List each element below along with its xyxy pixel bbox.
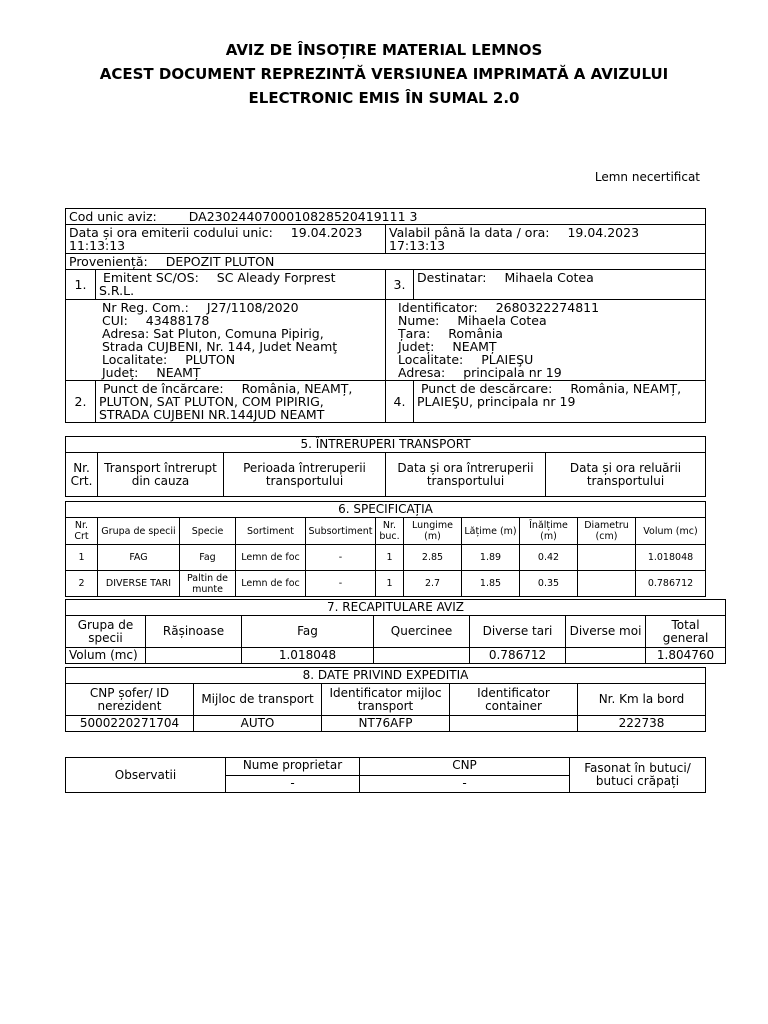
spec-cell: 0.42 bbox=[520, 545, 578, 571]
spec-header: Volum (mc) bbox=[636, 518, 706, 545]
cnp-label: CNP bbox=[360, 758, 570, 776]
destinatar-cell bbox=[414, 270, 706, 300]
spec-header: Nr. buc. bbox=[376, 518, 404, 545]
valabil-date: 19.04.2023 bbox=[567, 225, 640, 240]
intreruperi-table bbox=[65, 436, 706, 497]
incarcare-value-3: STRADA CUJBENI NR.144JUD NEAMT bbox=[99, 407, 325, 422]
destinatar-details bbox=[386, 300, 706, 381]
descarcare-number: 4. bbox=[386, 381, 414, 423]
spec-cell: DIVERSE TARI bbox=[98, 571, 180, 597]
nume-proprietar-label: Nume proprietar bbox=[226, 758, 360, 776]
spec-cell: 2.85 bbox=[404, 545, 462, 571]
incarcare-value-2: PLUTON, SAT PLUTON, COM PIPIRIG, bbox=[99, 394, 324, 409]
spec-cell: 0.786712 bbox=[636, 571, 706, 597]
spec-cell: 1 bbox=[66, 545, 98, 571]
emitent-name-2: S.R.L. bbox=[99, 283, 135, 298]
data-emiterii-label: Data și ora emiterii codului unic: bbox=[69, 225, 273, 240]
specificatia-table bbox=[65, 501, 706, 597]
data-emiterii-date: 19.04.2023 bbox=[290, 225, 363, 240]
exp-header: CNP șofer/ ID nerezident bbox=[66, 684, 194, 716]
recap-row-label: Volum (mc) bbox=[66, 648, 146, 664]
spec-cell: 1 bbox=[376, 571, 404, 597]
exp-value: NT76AFP bbox=[322, 716, 450, 732]
data-emiterii-cell bbox=[66, 225, 386, 254]
table-row bbox=[66, 648, 726, 664]
dest-localitate-value: PLAIEŞU bbox=[481, 352, 534, 367]
exp-value: AUTO bbox=[194, 716, 322, 732]
spec-cell: Lemn de foc bbox=[236, 571, 306, 597]
spec-cell: Lemn de foc bbox=[236, 545, 306, 571]
table-row bbox=[66, 571, 706, 597]
recap-header: Grupa de specii bbox=[66, 616, 146, 648]
spec-header: Diametru (cm) bbox=[578, 518, 636, 545]
spec-cell: 1.89 bbox=[462, 545, 520, 571]
spec-header: Grupa de specii bbox=[98, 518, 180, 545]
recap-value: 1.018048 bbox=[242, 648, 374, 664]
recapitulare-table bbox=[65, 599, 726, 664]
emitent-adresa-value-2: Strada CUJBENI, Nr. 144, Judet Neamţ bbox=[102, 339, 338, 354]
spec-cell: 1.018048 bbox=[636, 545, 706, 571]
emitent-localitate-label: Localitate: bbox=[102, 352, 168, 367]
reg-com-label: Nr Reg. Com.: bbox=[102, 300, 189, 315]
valabil-time: 17:13:13 bbox=[389, 238, 446, 253]
dest-id-value: 2680322274811 bbox=[495, 300, 600, 315]
spec-cell bbox=[578, 545, 636, 571]
exp-header: Identificator mijloc transport bbox=[322, 684, 450, 716]
emitent-label: Emitent SC/OS: bbox=[102, 270, 199, 285]
incarcare-cell bbox=[96, 381, 386, 423]
nume-proprietar-value: - bbox=[226, 775, 360, 793]
emitent-adresa-value: Sat Pluton, Comuna Pipirig, bbox=[153, 326, 324, 341]
spec-cell: 2 bbox=[66, 571, 98, 597]
title-line-1: AVIZ DE ÎNSOȚIRE MATERIAL LEMNOS bbox=[225, 41, 543, 59]
dest-localitate-label: Localitate: bbox=[398, 352, 464, 367]
dest-tara-value: România bbox=[448, 326, 503, 341]
spec-header: Lungime (m) bbox=[404, 518, 462, 545]
spec-cell: 2.7 bbox=[404, 571, 462, 597]
spec-cell: 1.85 bbox=[462, 571, 520, 597]
destinatar-label: Destinatar: bbox=[417, 270, 487, 285]
exp-header: Identificator container bbox=[450, 684, 578, 716]
data-emiterii-time: 11:13:13 bbox=[69, 238, 126, 253]
destinatar-number: 3. bbox=[386, 270, 414, 300]
spec-cell bbox=[578, 571, 636, 597]
certification-status: Lemn necertificat bbox=[594, 170, 700, 184]
provenienta-row bbox=[66, 254, 706, 270]
cui-value: 43488178 bbox=[145, 313, 210, 328]
emitent-judet-value: NEAMȚ bbox=[156, 365, 201, 380]
emitent-adresa-label: Adresa: bbox=[102, 326, 150, 341]
recap-value bbox=[146, 648, 242, 664]
recap-header: Quercinee bbox=[374, 616, 470, 648]
table-row bbox=[66, 716, 706, 732]
exp-value: 5000220271704 bbox=[66, 716, 194, 732]
spec-cell: Fag bbox=[180, 545, 236, 571]
spec-header: Subsortiment bbox=[306, 518, 376, 545]
spec-header: Specie bbox=[180, 518, 236, 545]
dest-adresa-label: Adresa: bbox=[398, 365, 446, 380]
exp-value: 222738 bbox=[578, 716, 706, 732]
document-title bbox=[0, 38, 768, 110]
exp-header: Mijloc de transport bbox=[194, 684, 322, 716]
recapitulare-title: 7. RECAPITULARE AVIZ bbox=[66, 600, 726, 616]
header-table bbox=[65, 208, 706, 423]
recap-value bbox=[374, 648, 470, 664]
spec-cell: 0.35 bbox=[520, 571, 578, 597]
dest-tara-label: Țara: bbox=[398, 326, 431, 341]
recap-value: 0.786712 bbox=[470, 648, 566, 664]
spec-cell: 1 bbox=[376, 545, 404, 571]
intreruperi-col-reluare: Data și ora reluării transportului bbox=[546, 453, 706, 497]
emitent-number: 1. bbox=[66, 270, 96, 300]
cnp-value: - bbox=[360, 775, 570, 793]
expeditia-title: 8. DATE PRIVIND EXPEDITIA bbox=[66, 668, 706, 684]
spec-header: Înălțime (m) bbox=[520, 518, 578, 545]
emitent-judet-label: Județ: bbox=[102, 365, 139, 380]
descarcare-label: Punct de descărcare: bbox=[420, 381, 553, 396]
reg-com-value: J27/1108/2020 bbox=[206, 300, 299, 315]
intreruperi-title: 5. ÎNTRERUPERI TRANSPORT bbox=[66, 437, 706, 453]
provenienta-value: DEPOZIT PLUTON bbox=[165, 254, 275, 269]
observatii-table bbox=[65, 757, 706, 793]
recap-header: Diverse moi bbox=[566, 616, 646, 648]
destinatar-name: Mihaela Cotea bbox=[504, 270, 594, 285]
spec-header: Sortiment bbox=[236, 518, 306, 545]
descarcare-cell bbox=[414, 381, 706, 423]
dest-id-label: Identificator: bbox=[398, 300, 478, 315]
observatii-label: Observatii bbox=[66, 758, 226, 793]
spec-header: Nr. Crt bbox=[66, 518, 98, 545]
intreruperi-col-nr: Nr. Crt. bbox=[66, 453, 98, 497]
spec-cell: - bbox=[306, 545, 376, 571]
recap-header: Fag bbox=[242, 616, 374, 648]
cod-unic-label: Cod unic aviz: bbox=[69, 209, 157, 224]
spec-cell: FAG bbox=[98, 545, 180, 571]
dest-nume-value: Mihaela Cotea bbox=[457, 313, 547, 328]
title-line-3: ELECTRONIC EMIS ÎN SUMAL 2.0 bbox=[248, 89, 520, 107]
emitent-details bbox=[66, 300, 386, 381]
recap-value bbox=[566, 648, 646, 664]
provenienta-label: Proveniență: bbox=[69, 254, 148, 269]
intreruperi-col-perioada: Perioada întreruperii transportului bbox=[224, 453, 386, 497]
recap-header: Diverse tari bbox=[470, 616, 566, 648]
incarcare-number: 2. bbox=[66, 381, 96, 423]
emitent-name: SC Aleady Forprest bbox=[216, 270, 336, 285]
emitent-cell bbox=[96, 270, 386, 300]
intreruperi-col-intrerupere: Data și ora întreruperii transportului bbox=[386, 453, 546, 497]
exp-value bbox=[450, 716, 578, 732]
cod-unic-row bbox=[66, 209, 706, 225]
fasonat-label: Fasonat în butuci/ butuci crăpați bbox=[570, 758, 706, 793]
cui-label: CUI: bbox=[102, 313, 128, 328]
spec-cell: Paltin de munte bbox=[180, 571, 236, 597]
descarcare-value-2: PLAIEŞU, principala nr 19 bbox=[417, 394, 576, 409]
spec-cell: - bbox=[306, 571, 376, 597]
spec-header: Lățime (m) bbox=[462, 518, 520, 545]
dest-adresa-value: principala nr 19 bbox=[463, 365, 562, 380]
valabil-cell bbox=[386, 225, 706, 254]
descarcare-value-1: România, NEAMȚ, bbox=[570, 381, 682, 396]
expeditia-table bbox=[65, 667, 706, 732]
recap-header: Total general bbox=[646, 616, 726, 648]
incarcare-label: Punct de încărcare: bbox=[102, 381, 224, 396]
cod-unic-value: DA2302440700010828520419111 3 bbox=[188, 209, 418, 224]
intreruperi-col-cauza: Transport întrerupt din cauza bbox=[98, 453, 224, 497]
recap-value: 1.804760 bbox=[646, 648, 726, 664]
specificatia-title: 6. SPECIFICAȚIA bbox=[66, 502, 706, 518]
dest-nume-label: Nume: bbox=[398, 313, 440, 328]
emitent-localitate-value: PLUTON bbox=[185, 352, 236, 367]
dest-judet-label: Județ: bbox=[398, 339, 435, 354]
incarcare-value-1: România, NEAMȚ, bbox=[241, 381, 353, 396]
valabil-label: Valabil până la data / ora: bbox=[389, 225, 550, 240]
recap-header: Rășinoase bbox=[146, 616, 242, 648]
table-row bbox=[66, 545, 706, 571]
title-line-2: ACEST DOCUMENT REPREZINTĂ VERSIUNEA IMPRIMATĂ A AVIZULUI bbox=[99, 65, 669, 83]
dest-judet-value: NEAMȚ bbox=[452, 339, 497, 354]
exp-header: Nr. Km la bord bbox=[578, 684, 706, 716]
